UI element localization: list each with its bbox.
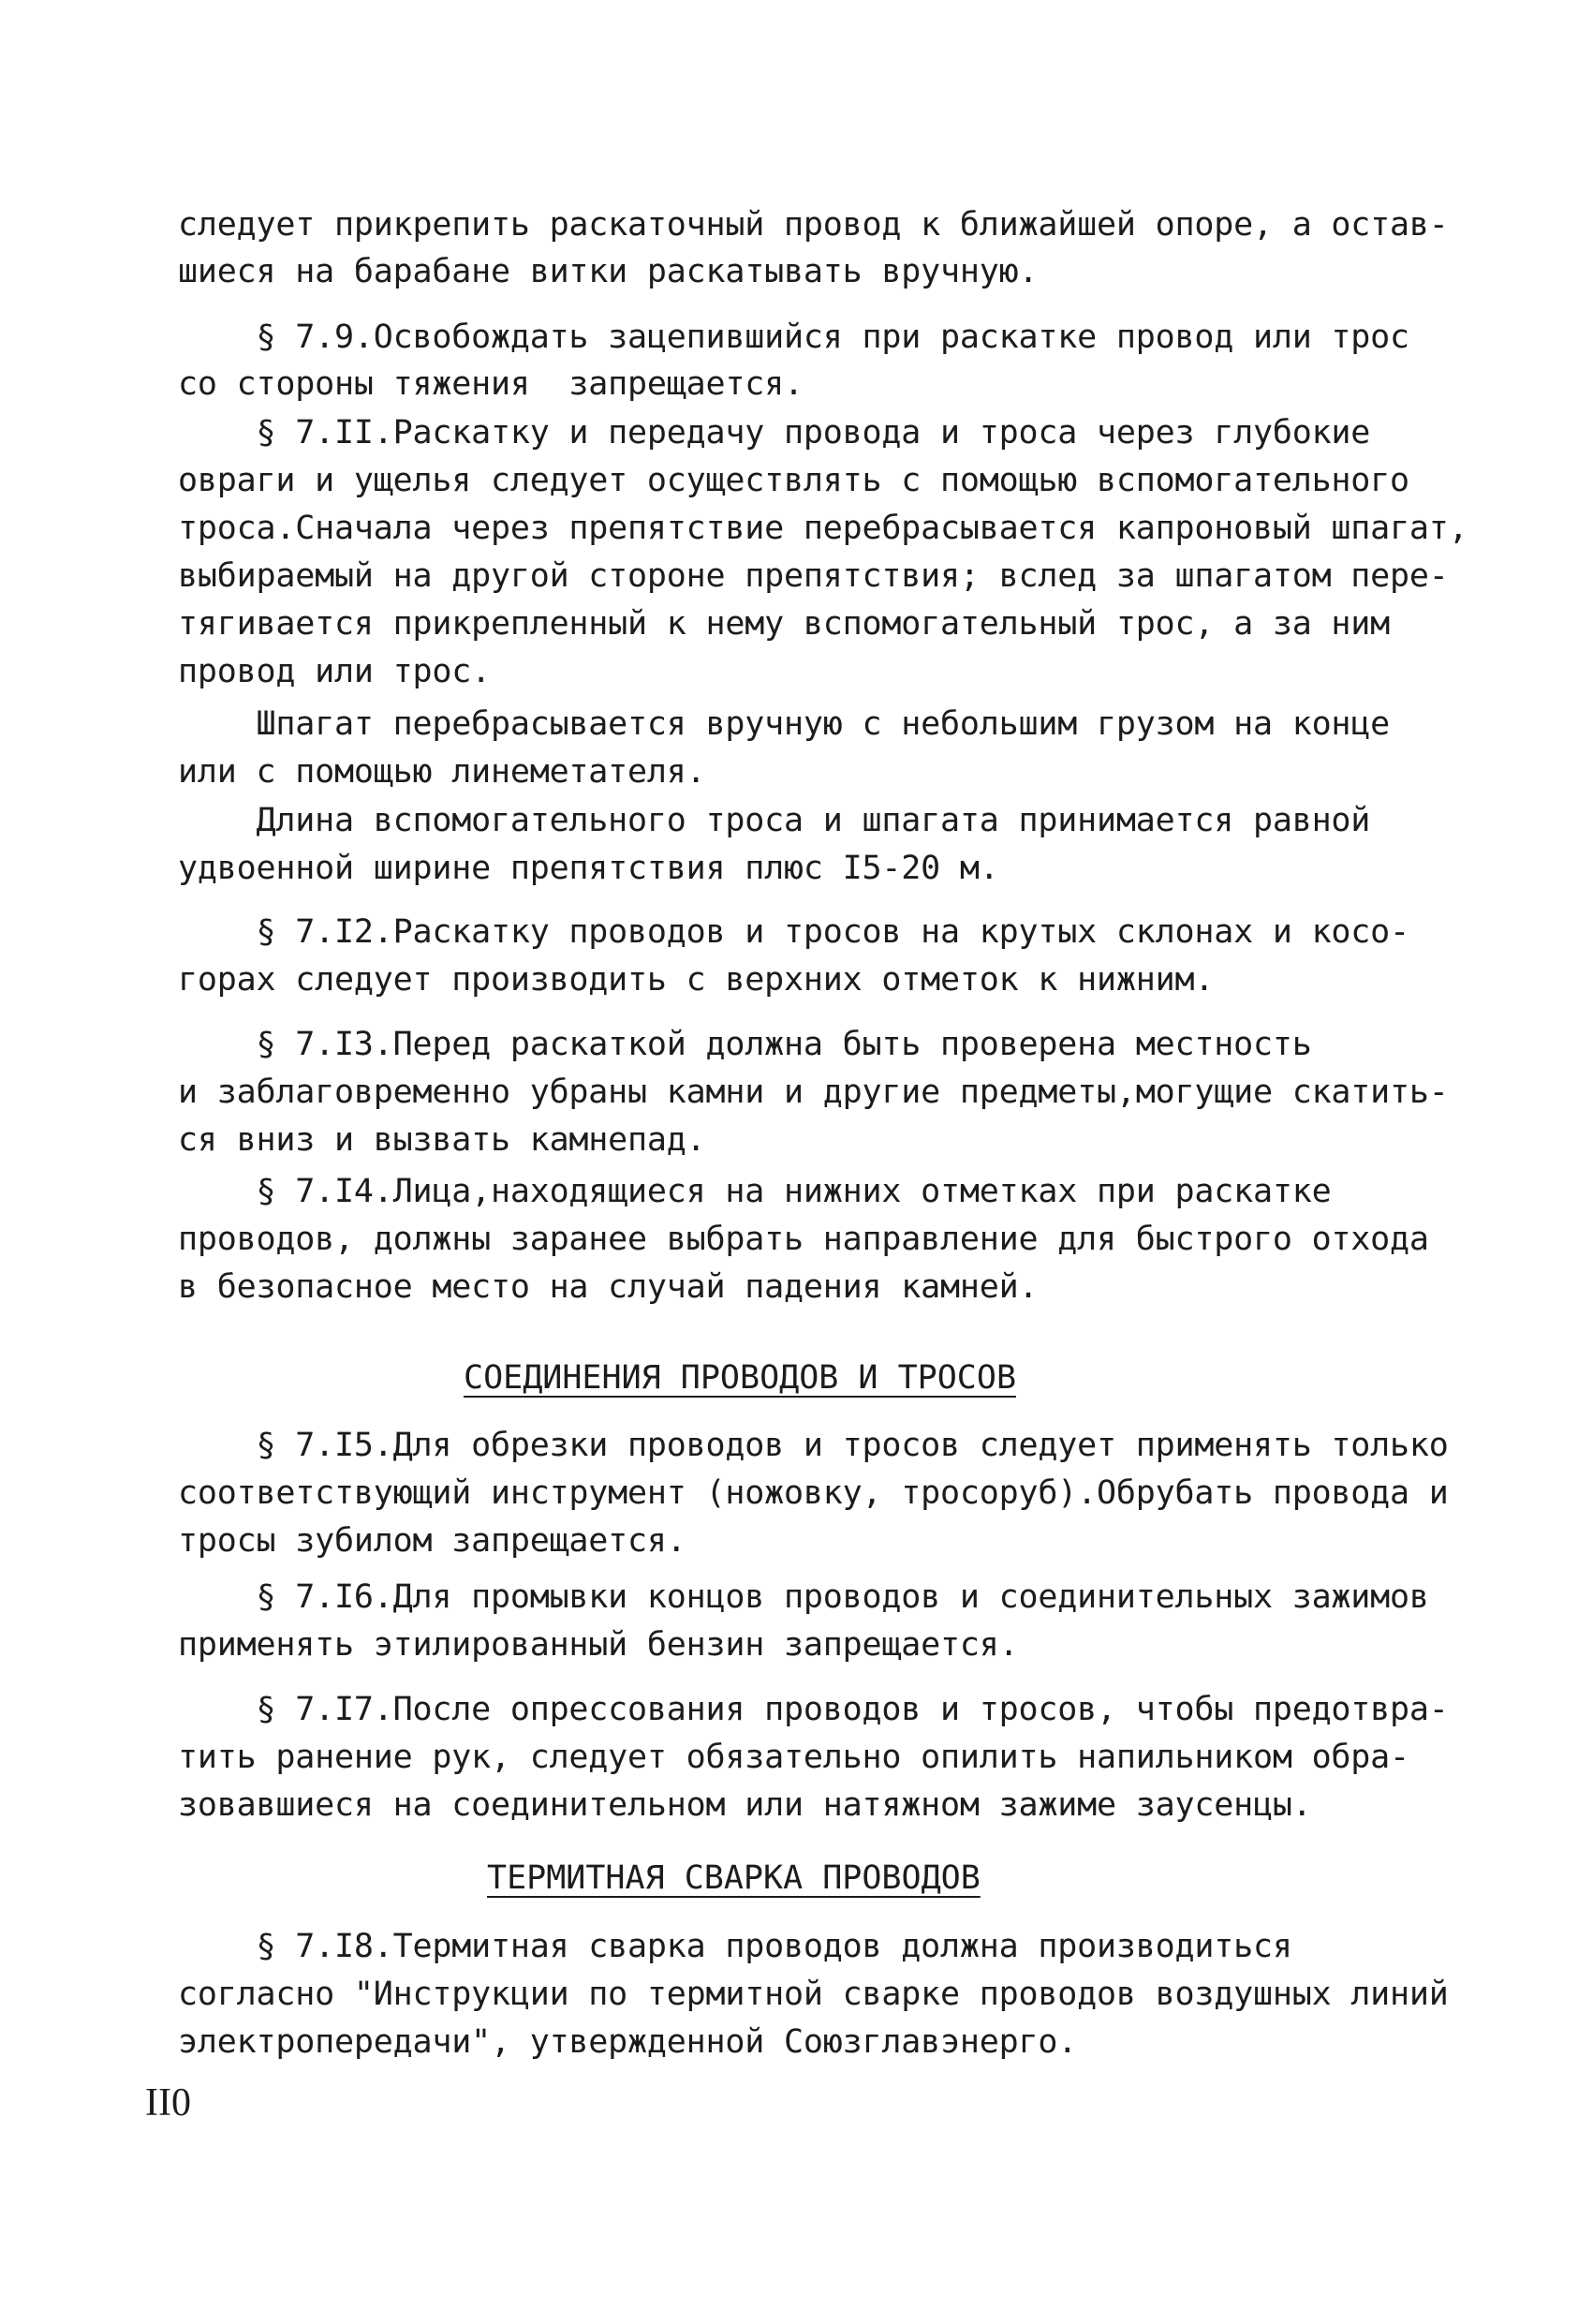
text-line: электропередачи", утвержденной Союзглавэнерго. [178,2023,1078,2061]
text-line: соответствующий инструмент (ножовку, тросоруб).Обрубать провода и [178,1474,1449,1512]
text-line: § 7.I5.Для обрезки проводов и тросов следует применять только [178,1427,1449,1464]
text-line: § 7.I3.Перед раскаткой должна быть проверена местность [178,1026,1312,1063]
text-line: троса.Сначала через препятствие перебрасывается капроновый шпагат, [178,510,1468,547]
text-line: тить ранение рук, следует обязательно опилить напильником обра- [178,1739,1409,1776]
text-line: тягивается прикрепленный к нему вспомогательный трос, а за ним [178,605,1391,643]
text-line: Шпагат перебрасывается вручную с небольшим грузом на конце [178,705,1391,743]
text-line: удвоенной ширине препятствия плюс I5-20 м. [178,850,999,887]
text-line: проводов, должны заранее выбрать направление для быстрого отхода [178,1221,1429,1258]
section-heading: СОЕДИНЕНИЯ ПРОВОДОВ И ТРОСОВ [464,1359,1017,1397]
text-line: в безопасное место на случай падения камней. [178,1268,1039,1306]
text-line: применять этилированный бензин запрещается. [178,1626,1019,1664]
text-line: § 7.I2.Раскатку проводов и тросов на крутых склонах и косо- [178,913,1409,951]
text-line: § 7.I7.После опрессования проводов и тросов, чтобы предотвра- [178,1691,1449,1728]
text-line: зовавшиеся на соединительном или натяжном зажиме заусенцы. [178,1786,1312,1824]
text-line: горах следует производить с верхних отметок к нижним. [178,961,1215,999]
text-line: § 7.II.Раскатку и передачу провода и троса через глубокие [178,414,1371,451]
text-line: § 7.I6.Для промывки концов проводов и соединительных зажимов [178,1578,1429,1616]
text-line: провод или трос. [178,653,491,690]
text-line: овраги и ущелья следует осуществлять с помощью вспомогательного [178,462,1409,499]
text-line: § 7.9.Освобождать зацепившийся при раскатке провод или трос [178,318,1409,356]
text-line: или с помощью линеметателя. [178,753,706,791]
section-heading: ТЕРМИТНАЯ СВАРКА ПРОВОДОВ [487,1859,981,1897]
text-line: согласно "Инструкции по термитной сварке проводов воздушных линий [178,1976,1449,2013]
text-line: Длина вспомогательного троса и шпагата принимается равной [178,802,1371,839]
text-line: шиеся на барабане витки раскатывать вручную. [178,253,1039,290]
text-line: ся вниз и вызвать камнепад. [178,1121,706,1159]
text-line: § 7.I8.Термитная сварка проводов должна производиться [178,1928,1292,1965]
page-number: II0 [145,2081,191,2124]
text-line: со стороны тяжения запрещается. [178,365,804,403]
text-line: тросы зубилом запрещается. [178,1522,686,1560]
text-line: § 7.I4.Лица,находящиеся на нижних отметках при раскатке [178,1173,1332,1210]
text-line: следует прикрепить раскаточный провод к ближайшей опоре, а остав- [178,206,1449,244]
text-line: и заблаговременно убраны камни и другие предметы,могущие скатить- [178,1073,1449,1111]
text-line: выбираемый на другой стороне препятствия; вслед за шпагатом пере- [178,557,1449,595]
